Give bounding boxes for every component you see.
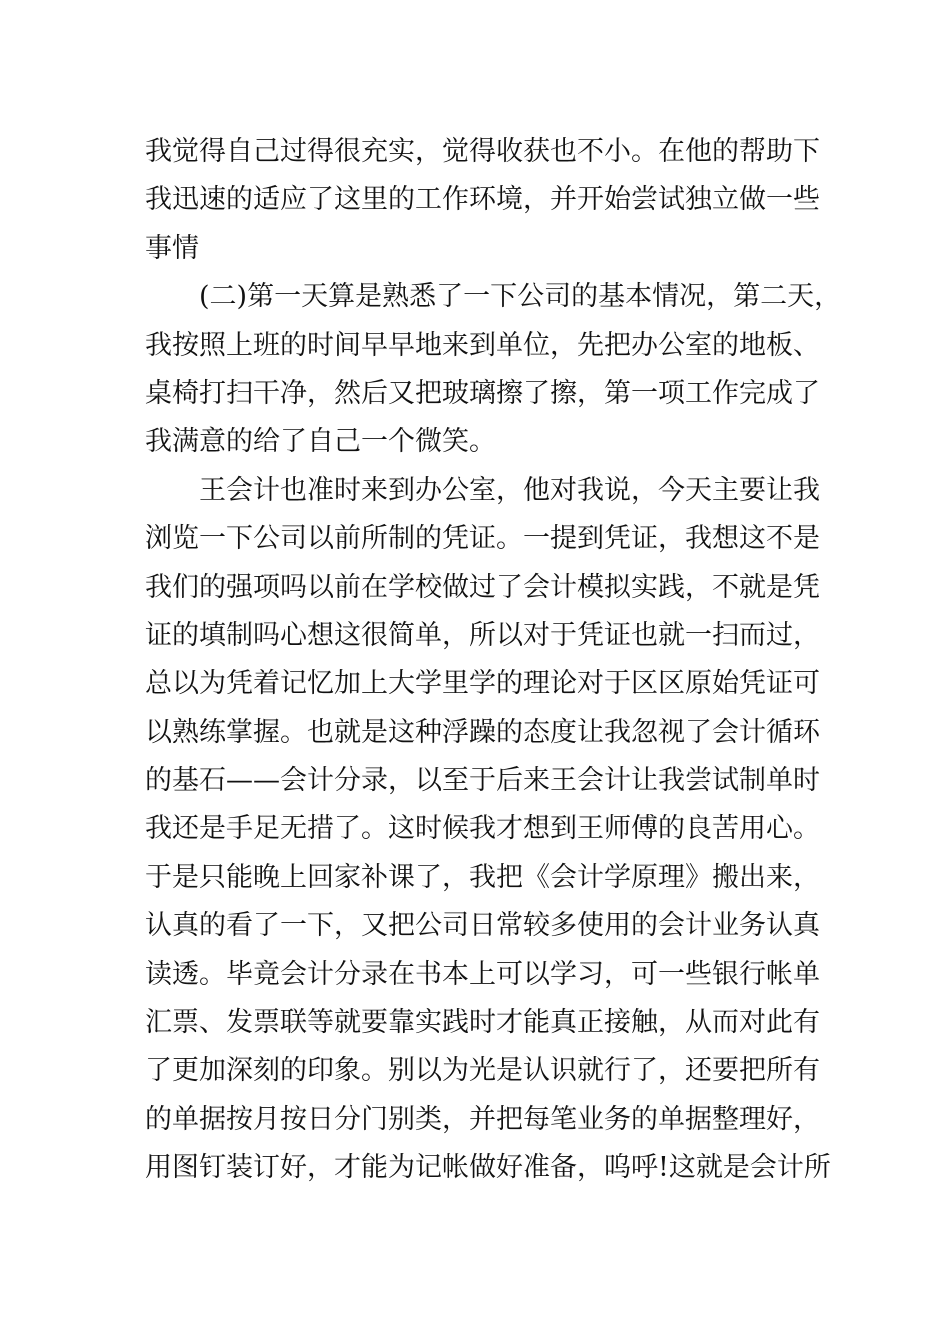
text-line: 的基石——会计分录，以至于后来王会计让我尝试制单时 <box>145 765 820 797</box>
text-line: 事情 <box>145 232 199 264</box>
text-line: 于是只能晚上回家补课了，我把《会计学原理》搬出来， <box>145 861 820 893</box>
text-line: 我满意的给了自己一个微笑。 <box>145 426 496 458</box>
text-line: 汇票、发票联等就要靠实践时才能真正接触，从而对此有 <box>145 1007 820 1039</box>
text-line: 的单据按月按日分门别类，并把每笔业务的单据整理好， <box>145 1103 820 1135</box>
text-line: 我还是手足无措了。这时候我才想到王师傅的良苦用心。 <box>145 813 820 845</box>
text-line: 以熟练掌握。也就是这种浮躁的态度让我忽视了会计循环 <box>145 716 820 748</box>
body-text <box>145 128 842 1193</box>
text-line: 我按照上班的时间早早地来到单位，先把办公室的地板、 <box>145 329 820 361</box>
text-line: 我们的强项吗以前在学校做过了会计模拟实践，不就是凭 <box>145 571 820 603</box>
text-line: 我迅速的适应了这里的工作环境，并开始尝试独立做一些 <box>145 184 820 216</box>
text-line: 认真的看了一下，又把公司日常较多使用的会计业务认真 <box>145 910 820 942</box>
text-line: 浏览一下公司以前所制的凭证。一提到凭证，我想这不是 <box>145 523 820 555</box>
text-line: 了更加深刻的印象。别以为光是认识就行了，还要把所有 <box>145 1055 820 1087</box>
text-line: 证的填制吗心想这很简单，所以对于凭证也就一扫而过， <box>145 619 820 651</box>
text-line: 总以为凭着记忆加上大学里学的理论对于区区原始凭证可 <box>145 668 820 700</box>
paragraph-start-line: 王会计也准时来到办公室，他对我说，今天主要让我 <box>199 474 820 506</box>
text-line: 用图钉装订好，才能为记帐做好准备，呜呼!这就是会计所 <box>145 1152 831 1184</box>
paragraph-start-line: (二)第一天算是熟悉了一下公司的基本情况，第二天， <box>199 281 842 313</box>
text-line: 读透。毕竟会计分录在书本上可以学习，可一些银行帐单 <box>145 958 820 990</box>
text-line: 我觉得自己过得很充实，觉得收获也不小。在他的帮助下 <box>145 136 820 167</box>
text-line: 桌椅打扫干净，然后又把玻璃擦了擦，第一项工作完成了 <box>145 377 820 409</box>
